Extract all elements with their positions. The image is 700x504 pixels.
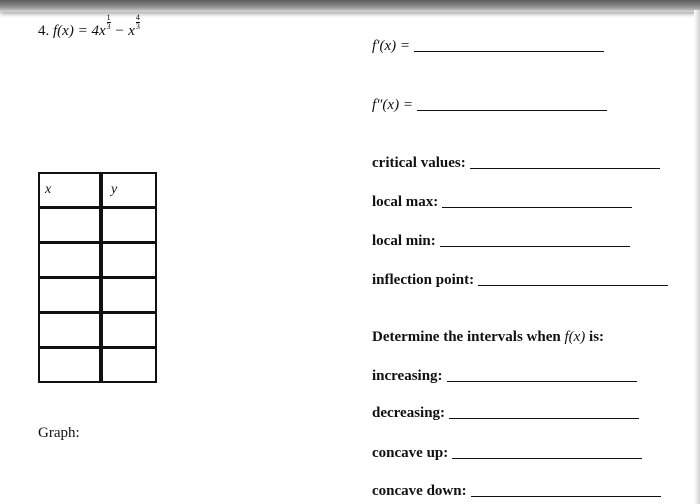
- table-cell[interactable]: [38, 242, 101, 278]
- concave-up-label: concave up:: [372, 445, 449, 461]
- table-cell[interactable]: [101, 242, 157, 278]
- decreasing-blank[interactable]: [449, 417, 639, 419]
- table-cell[interactable]: [38, 347, 101, 383]
- concave-up-blank[interactable]: [452, 457, 642, 459]
- inflection-point-row: [372, 272, 668, 289]
- table-cell[interactable]: [38, 312, 101, 348]
- function-minus-term: − x: [110, 23, 135, 39]
- top-edge-shadow: [0, 0, 700, 12]
- inflection-point-blank[interactable]: [478, 284, 668, 286]
- critical-values-blank[interactable]: [470, 167, 660, 169]
- table-cell[interactable]: [38, 207, 101, 243]
- intervals-is: is:: [589, 329, 605, 345]
- table-cell[interactable]: [38, 277, 101, 313]
- exponent-four-thirds: $\frac{4}{3}$: [135, 13, 140, 31]
- local-min-row: [372, 233, 630, 250]
- exponent-one-third: $\frac{1}{3}$: [106, 13, 111, 31]
- graph-label: Graph:: [38, 425, 80, 441]
- local-max-row: [372, 194, 632, 211]
- second-derivative-label: f″(x) =: [372, 97, 413, 113]
- table-cell[interactable]: [101, 347, 157, 383]
- table-header-x: x: [38, 172, 101, 208]
- increasing-row: [372, 368, 637, 385]
- decreasing-label: decreasing:: [372, 405, 446, 421]
- right-edge-shadow: [694, 10, 700, 504]
- intervals-prompt-text: Determine the intervals when: [372, 329, 561, 345]
- concave-down-label: concave down:: [372, 483, 467, 499]
- concave-down-row: [372, 483, 661, 500]
- first-derivative-label: f′(x) =: [372, 38, 410, 54]
- intervals-function: f(x): [564, 329, 586, 345]
- increasing-label: increasing:: [372, 368, 443, 384]
- first-derivative-row: [372, 38, 604, 55]
- local-min-label: local min:: [372, 233, 436, 249]
- concave-up-row: [372, 445, 642, 462]
- first-derivative-blank[interactable]: [414, 50, 604, 52]
- second-derivative-blank[interactable]: [417, 109, 607, 111]
- table-cell[interactable]: [101, 207, 157, 243]
- intervals-prompt: [372, 329, 604, 346]
- table-cell[interactable]: [101, 312, 157, 348]
- concave-down-blank[interactable]: [471, 495, 661, 497]
- inflection-point-label: inflection point:: [372, 272, 475, 288]
- problem-number: 4.: [38, 23, 50, 39]
- second-derivative-row: [372, 97, 607, 114]
- critical-values-row: [372, 155, 660, 172]
- function-lhs: f(x) = 4x: [53, 23, 106, 39]
- increasing-blank[interactable]: [447, 380, 637, 382]
- local-max-blank[interactable]: [442, 206, 632, 208]
- table-header-y: y: [101, 172, 157, 208]
- decreasing-row: [372, 405, 639, 422]
- critical-values-label: critical values:: [372, 155, 466, 171]
- problem-statement: [38, 14, 140, 40]
- local-max-label: local max:: [372, 194, 439, 210]
- local-min-blank[interactable]: [440, 245, 630, 247]
- table-cell[interactable]: [101, 277, 157, 313]
